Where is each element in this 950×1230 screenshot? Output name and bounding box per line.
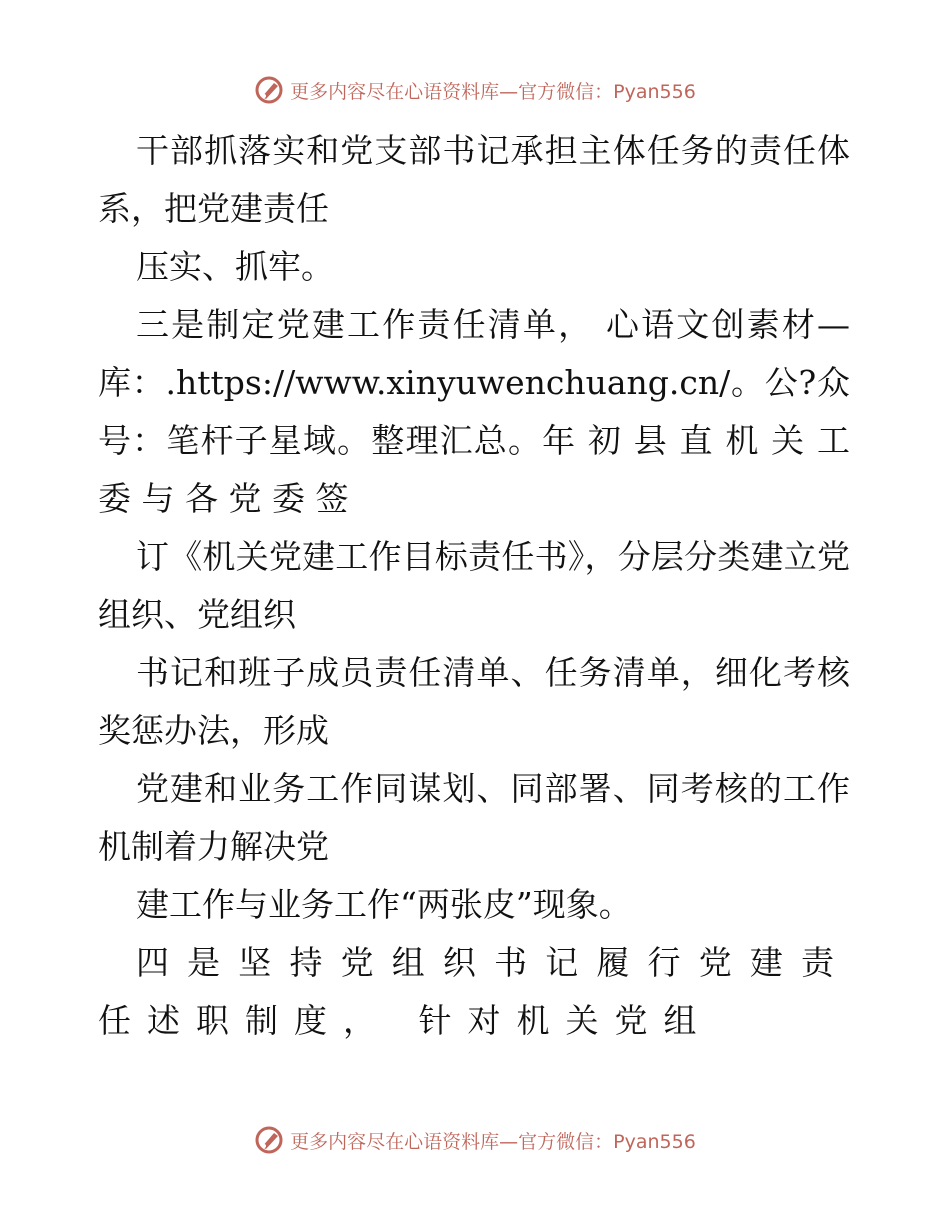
paragraph: 建工作与业务工作“两张皮”现象。: [136, 885, 632, 924]
paragraph: 订《机关党建工作目标责任书》，分层分类建立党组织、党组织: [98, 537, 850, 634]
paragraph: 干部抓落实和党支部书记承担主体任务的责任体系，把党建责任: [98, 131, 850, 228]
header-watermark: [0, 70, 950, 110]
document-body: [98, 122, 850, 1050]
pen-logo-icon: [254, 1125, 284, 1155]
footer-watermark: [0, 1120, 950, 1160]
paragraph: 三是制定党建工作责任清单， 心语文创素材—库：.https://www.xinyuwenchuang.cn/。公?众号：笔杆子星域。整理汇总。年 初 县 直 机 关 工 委 与 各 党 委 签: [98, 305, 850, 518]
paragraph: 四是坚持党组织书记履行党建责任述职制度， 针对机关党组: [98, 943, 850, 1040]
paragraph: 压实、抓牢。: [136, 247, 334, 286]
footer-text: 更多内容尽在心语资料库—官方微信：Pyan556: [290, 1130, 696, 1153]
paragraph: 书记和班子成员责任清单、任务清单，细化考核奖惩办法，形成: [98, 653, 850, 750]
paragraph: 党建和业务工作同谋划、同部署、同考核的工作机制着力解决党: [98, 769, 850, 866]
header-text: 更多内容尽在心语资料库—官方微信：Pyan556: [290, 80, 696, 103]
pen-logo-icon: [254, 75, 284, 105]
